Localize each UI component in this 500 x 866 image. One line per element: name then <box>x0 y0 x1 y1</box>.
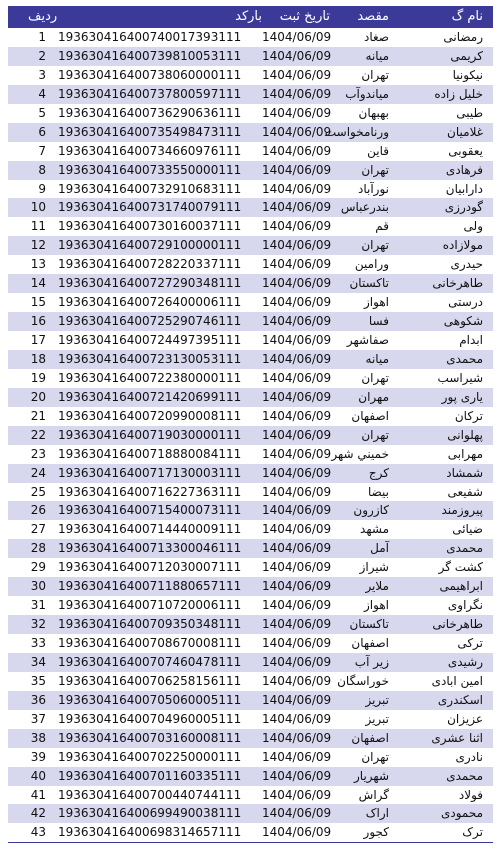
cell-barcode: 193630416400728220337111 <box>58 257 242 272</box>
table-row[interactable] <box>8 501 493 520</box>
cell-barcode: 193630416400710720006111 <box>58 598 242 613</box>
cell-date: 1404/06/09 <box>262 560 332 575</box>
cell-date: 1404/06/09 <box>262 181 332 196</box>
cell-row-number: 40 <box>30 768 46 783</box>
cell-destination: زیر آب <box>354 654 389 669</box>
cell-date: 1404/06/09 <box>262 541 332 556</box>
cell-name: اسکندری <box>437 692 483 707</box>
cell-barcode: 193630416400708670008111 <box>58 636 242 650</box>
cell-row-number: 19 <box>30 370 46 385</box>
cell-destination: میاندوآب <box>345 86 389 101</box>
cell-row-number: 14 <box>30 276 46 291</box>
cell-name: غلامیان <box>447 124 483 139</box>
cell-row-number: 8 <box>38 162 46 177</box>
cell-date: 1404/06/09 <box>262 389 332 404</box>
cell-destination: اصفهان <box>351 408 389 423</box>
cell-destination: تاکستان <box>349 617 389 632</box>
cell-name: ضیائی <box>452 522 483 537</box>
cell-row-number: 1 <box>38 30 46 44</box>
cell-barcode: 193630416400739810053111 <box>58 48 242 63</box>
cell-name: طاهرخانی <box>432 617 483 632</box>
cell-row-number: 29 <box>30 560 46 575</box>
cell-date: 1404/06/09 <box>262 30 332 44</box>
cell-name: شکوهی <box>443 314 483 329</box>
table-row[interactable] <box>8 653 493 672</box>
cell-date: 1404/06/09 <box>262 351 332 366</box>
cell-name: نگراوی <box>447 598 483 613</box>
table-row[interactable] <box>8 350 493 369</box>
cell-name: ولی <box>463 219 483 234</box>
cell-destination: خوراسگان <box>337 673 389 688</box>
table-row[interactable] <box>8 104 493 123</box>
cell-barcode: 193630416400729100000111 <box>58 238 242 253</box>
cell-date: 1404/06/09 <box>262 143 332 158</box>
cell-row-number: 22 <box>30 427 46 442</box>
cell-date: 1404/06/09 <box>262 67 332 82</box>
cell-name: فولاد <box>458 787 483 802</box>
table-header <box>8 6 493 28</box>
cell-date: 1404/06/09 <box>262 48 332 63</box>
cell-destination: تبریز <box>365 692 389 707</box>
table-row[interactable] <box>8 388 493 407</box>
cell-name: ترک <box>462 825 483 840</box>
shipment-table <box>8 6 493 843</box>
cell-name: دارابیان <box>445 181 483 196</box>
cell-date: 1404/06/09 <box>262 257 332 272</box>
table-row[interactable] <box>8 748 493 767</box>
cell-row-number: 32 <box>30 617 46 632</box>
cell-row-number: 16 <box>30 314 46 329</box>
cell-destination: اهواز <box>364 295 389 310</box>
table-row[interactable] <box>8 369 493 388</box>
table-row[interactable] <box>8 236 493 255</box>
cell-name: محمدی <box>446 351 483 366</box>
cell-date: 1404/06/09 <box>262 276 332 291</box>
cell-barcode: 193630416400713300046111 <box>58 541 242 556</box>
table-row[interactable] <box>8 445 493 464</box>
cell-date: 1404/06/09 <box>262 408 332 423</box>
cell-barcode: 193630416400711880657111 <box>58 579 242 594</box>
cell-name: حیدری <box>450 257 483 272</box>
table-row[interactable] <box>8 786 493 805</box>
cell-barcode: 193630416400733550000111 <box>58 162 242 177</box>
cell-date: 1404/06/09 <box>262 427 332 442</box>
table-row[interactable] <box>8 123 493 142</box>
cell-barcode: 193630416400703160008111 <box>58 730 242 745</box>
table-row[interactable] <box>8 823 493 842</box>
cell-barcode: 193630416400702250000111 <box>58 749 242 764</box>
cell-date: 1404/06/09 <box>262 446 332 461</box>
cell-date: 1404/06/09 <box>262 333 332 347</box>
table-row[interactable] <box>8 596 493 615</box>
cell-barcode: 193630416400706258156111 <box>58 673 242 688</box>
table-row[interactable] <box>8 615 493 634</box>
cell-barcode: 193630416400719030000111 <box>58 427 242 442</box>
cell-barcode: 193630416400736290636111 <box>58 105 242 120</box>
cell-barcode: 193630416400740017393111 <box>58 30 242 44</box>
cell-barcode: 193630416400717130003111 <box>58 465 242 480</box>
cell-date: 1404/06/09 <box>262 579 332 594</box>
table-row[interactable] <box>8 558 493 577</box>
cell-row-number: 18 <box>30 351 46 366</box>
cell-row-number: 4 <box>38 86 46 101</box>
cell-row-number: 27 <box>30 522 46 537</box>
cell-barcode: 193630416400699490038111 <box>58 806 242 821</box>
table-row[interactable] <box>8 634 493 653</box>
cell-name: کشت گر <box>438 560 483 575</box>
cell-row-number: 41 <box>30 787 46 802</box>
cell-barcode: 193630416400730160037111 <box>58 219 242 234</box>
cell-destination: تهران <box>361 162 389 177</box>
cell-row-number: 33 <box>30 636 46 650</box>
cell-destination: ملایر <box>365 579 389 594</box>
cell-destination: میانه <box>365 351 389 366</box>
cell-barcode: 193630416400707460478111 <box>58 654 242 669</box>
cell-name: خلیل زاده <box>434 86 483 101</box>
cell-destination: اصفهان <box>351 636 389 650</box>
cell-row-number: 35 <box>30 673 46 688</box>
cell-destination: تهران <box>361 238 389 253</box>
header-destination: مقصد <box>357 9 389 24</box>
cell-name: گودرزی <box>444 200 483 215</box>
table-body <box>8 28 493 842</box>
cell-barcode: 193630416400738060000111 <box>58 67 242 82</box>
cell-barcode: 193630416400724497395111 <box>58 333 242 347</box>
cell-name: مهرابی <box>447 446 483 461</box>
cell-name: محمدی <box>446 768 483 783</box>
cell-row-number: 9 <box>38 181 46 196</box>
cell-barcode: 193630416400720990008111 <box>58 408 242 423</box>
cell-destination: کرج <box>368 465 389 480</box>
cell-date: 1404/06/09 <box>262 749 332 764</box>
table-row[interactable] <box>8 577 493 596</box>
cell-name: نیکونیا <box>452 67 483 82</box>
table-row[interactable] <box>8 426 493 445</box>
cell-name: ترکی <box>457 636 483 650</box>
cell-name: مولازاده <box>442 238 483 253</box>
cell-name: رمضانی <box>443 30 483 44</box>
table-row[interactable] <box>8 672 493 691</box>
cell-row-number: 31 <box>30 598 46 613</box>
cell-name: ترکان <box>454 408 483 423</box>
cell-name: امین ابادی <box>431 673 483 688</box>
table-row[interactable] <box>8 804 493 823</box>
cell-destination: صغاد <box>364 30 389 44</box>
table-row[interactable] <box>8 767 493 786</box>
table-row[interactable] <box>8 161 493 180</box>
cell-destination: مهران <box>358 389 389 404</box>
cell-date: 1404/06/09 <box>262 598 332 613</box>
cell-destination: مشهد <box>360 522 389 537</box>
table-row[interactable] <box>8 331 493 350</box>
cell-name: محمودی <box>440 806 483 821</box>
table-row[interactable] <box>8 520 493 539</box>
cell-destination: شهریار <box>354 768 389 783</box>
cell-destination: اراک <box>365 806 389 821</box>
cell-row-number: 37 <box>30 711 46 726</box>
cell-date: 1404/06/09 <box>262 768 332 783</box>
cell-date: 1404/06/09 <box>262 484 332 499</box>
cell-destination: صفاشهر <box>346 333 389 347</box>
cell-date: 1404/06/09 <box>262 806 332 821</box>
cell-barcode: 193630416400716227363111 <box>58 484 242 499</box>
cell-row-number: 5 <box>38 105 46 120</box>
cell-row-number: 26 <box>30 503 46 518</box>
cell-name: فرهادی <box>445 162 483 177</box>
cell-destination: بهبهان <box>358 105 389 120</box>
cell-row-number: 43 <box>30 825 46 840</box>
cell-date: 1404/06/09 <box>262 654 332 669</box>
cell-row-number: 20 <box>30 389 46 404</box>
cell-destination: کازرون <box>353 503 389 518</box>
cell-row-number: 36 <box>30 692 46 707</box>
table-row[interactable] <box>8 464 493 483</box>
cell-destination: کجور <box>363 825 389 840</box>
cell-row-number: 13 <box>30 257 46 272</box>
cell-destination: قم <box>375 219 389 234</box>
cell-date: 1404/06/09 <box>262 124 332 139</box>
cell-barcode: 193630416400735498473111 <box>58 124 242 139</box>
cell-name: نادری <box>455 749 483 764</box>
table-row[interactable] <box>8 47 493 66</box>
cell-date: 1404/06/09 <box>262 465 332 480</box>
cell-destination: نورآباد <box>357 181 389 196</box>
cell-name: شفیعی <box>447 484 483 499</box>
cell-date: 1404/06/09 <box>262 162 332 177</box>
cell-row-number: 11 <box>30 219 46 234</box>
cell-barcode: 193630416400732910683111 <box>58 181 242 196</box>
cell-destination: شیراز <box>359 560 389 575</box>
cell-destination: اهواز <box>364 598 389 613</box>
cell-row-number: 38 <box>30 730 46 745</box>
cell-name: اثنا عشری <box>431 730 483 745</box>
cell-destination: تهران <box>361 67 389 82</box>
cell-row-number: 6 <box>38 124 46 139</box>
cell-name: پیروزمند <box>441 503 483 518</box>
cell-date: 1404/06/09 <box>262 295 332 310</box>
cell-date: 1404/06/09 <box>262 86 332 101</box>
cell-destination: ورامین <box>354 257 389 272</box>
cell-name: شیراسب <box>437 370 483 385</box>
cell-barcode: 193630416400715400073111 <box>58 503 242 518</box>
cell-row-number: 17 <box>30 333 46 347</box>
cell-date: 1404/06/09 <box>262 370 332 385</box>
cell-row-number: 39 <box>30 749 46 764</box>
cell-date: 1404/06/09 <box>262 636 332 650</box>
cell-row-number: 24 <box>30 465 46 480</box>
cell-barcode: 193630416400726400006111 <box>58 295 242 310</box>
cell-date: 1404/06/09 <box>262 692 332 707</box>
cell-row-number: 10 <box>30 200 46 215</box>
cell-date: 1404/06/09 <box>262 105 332 120</box>
cell-destination: بیضا <box>367 484 389 499</box>
header-barcode: بارکد <box>235 9 262 24</box>
cell-date: 1404/06/09 <box>262 787 332 802</box>
cell-name: کریمی <box>450 48 483 63</box>
cell-row-number: 30 <box>30 579 46 594</box>
cell-name: شمشاد <box>446 465 483 480</box>
cell-date: 1404/06/09 <box>262 673 332 688</box>
cell-row-number: 7 <box>38 143 46 158</box>
table-row[interactable] <box>8 66 493 85</box>
cell-date: 1404/06/09 <box>262 238 332 253</box>
table-row[interactable] <box>8 180 493 199</box>
cell-barcode: 193630416400705060005111 <box>58 692 242 707</box>
cell-barcode: 193630416400709350348111 <box>58 617 242 632</box>
cell-date: 1404/06/09 <box>262 503 332 518</box>
cell-barcode: 193630416400723130053111 <box>58 351 242 366</box>
cell-destination: تاکستان <box>349 276 389 291</box>
header-row-number: ردیف <box>28 9 58 24</box>
cell-name: محمدی <box>446 541 483 556</box>
table-row[interactable] <box>8 142 493 161</box>
table-row[interactable] <box>8 217 493 236</box>
cell-barcode: 193630416400700440744111 <box>58 787 242 802</box>
cell-barcode: 193630416400704960005111 <box>58 711 242 726</box>
cell-row-number: 23 <box>30 446 46 461</box>
cell-row-number: 15 <box>30 295 46 310</box>
cell-name: طاهرخانی <box>432 276 483 291</box>
cell-destination: تبریز <box>365 711 389 726</box>
cell-barcode: 193630416400698314657111 <box>58 825 242 840</box>
cell-row-number: 34 <box>30 654 46 669</box>
table-row[interactable] <box>8 274 493 293</box>
cell-destination: اصفهان <box>351 730 389 745</box>
cell-destination: تهران <box>361 749 389 764</box>
cell-barcode: 193630416400734660976111 <box>58 143 242 158</box>
cell-name: پهلوانی <box>447 427 483 442</box>
cell-barcode: 193630416400701160335111 <box>58 768 242 783</box>
cell-barcode: 193630416400722380000111 <box>58 370 242 385</box>
table-row[interactable] <box>8 407 493 426</box>
cell-destination: خميني شهر <box>331 446 389 461</box>
cell-barcode: 193630416400714440009111 <box>58 522 242 537</box>
table-row[interactable] <box>8 293 493 312</box>
cell-date: 1404/06/09 <box>262 730 332 745</box>
table-row[interactable] <box>8 691 493 710</box>
table-row[interactable] <box>8 539 493 558</box>
table-row[interactable] <box>8 483 493 502</box>
table-row[interactable] <box>8 312 493 331</box>
cell-row-number: 28 <box>30 541 46 556</box>
cell-date: 1404/06/09 <box>262 314 332 329</box>
table-bottom-border <box>8 842 493 843</box>
cell-destination: تهران <box>361 427 389 442</box>
cell-row-number: 3 <box>38 67 46 82</box>
cell-date: 1404/06/09 <box>262 219 332 234</box>
cell-date: 1404/06/09 <box>262 825 332 840</box>
cell-barcode: 193630416400737800597111 <box>58 86 242 101</box>
cell-destination: آمل <box>370 541 389 556</box>
cell-row-number: 25 <box>30 484 46 499</box>
cell-barcode: 193630416400727290348111 <box>58 276 242 291</box>
cell-date: 1404/06/09 <box>262 522 332 537</box>
cell-destination: گراش <box>358 787 389 802</box>
cell-barcode: 193630416400718880084111 <box>58 446 242 461</box>
cell-destination: تهران <box>361 370 389 385</box>
table-row[interactable] <box>8 729 493 748</box>
cell-name: ابدام <box>459 333 483 347</box>
cell-name: رشیدی <box>447 654 483 669</box>
cell-date: 1404/06/09 <box>262 617 332 632</box>
table-row[interactable] <box>8 28 493 47</box>
cell-name: ابراهیمی <box>439 579 483 594</box>
cell-destination: فسا <box>368 314 389 329</box>
cell-name: یعقوبی <box>448 143 483 158</box>
cell-name: درستی <box>448 295 483 310</box>
cell-name: طیبی <box>456 105 483 120</box>
cell-barcode: 193630416400721420699111 <box>58 389 242 404</box>
cell-barcode: 193630416400725290746111 <box>58 314 242 329</box>
table-row[interactable] <box>8 198 493 217</box>
cell-name: یاری پور <box>441 389 483 404</box>
cell-destination: قاین <box>367 143 389 158</box>
header-date: تاریخ ثبت <box>279 9 330 24</box>
cell-barcode: 193630416400712030007111 <box>58 560 242 575</box>
cell-date: 1404/06/09 <box>262 200 332 215</box>
cell-destination: بندرعباس <box>340 200 389 215</box>
cell-destination: میانه <box>365 48 389 63</box>
cell-barcode: 193630416400731740079111 <box>58 200 242 215</box>
cell-row-number: 21 <box>30 408 46 423</box>
table-row[interactable] <box>8 255 493 274</box>
cell-destination: ورنامخواست <box>324 124 389 139</box>
table-row[interactable] <box>8 710 493 729</box>
cell-name: عزیزان <box>447 711 483 726</box>
cell-row-number: 12 <box>30 238 46 253</box>
cell-date: 1404/06/09 <box>262 711 332 726</box>
cell-row-number: 2 <box>38 48 46 63</box>
cell-row-number: 42 <box>30 806 46 821</box>
header-name: نام گ <box>451 9 483 24</box>
table-row[interactable] <box>8 85 493 104</box>
